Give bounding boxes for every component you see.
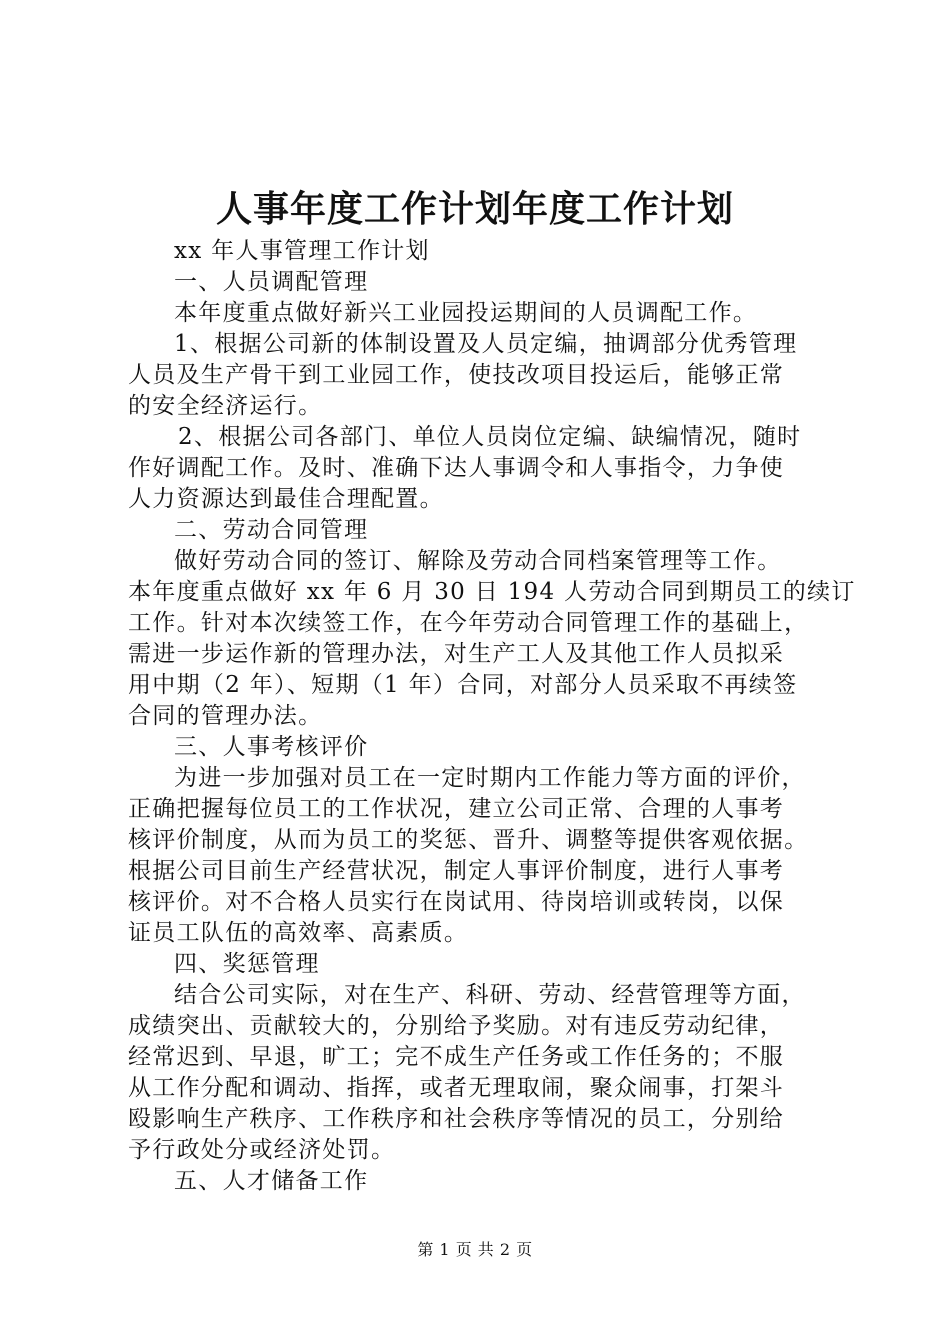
paragraph-line: 核评价。对不合格人员实行在岗试用、待岗培训或转岗，以保 <box>128 889 785 915</box>
paragraph-line: 1、根据公司新的体制设置及人员定编，抽调部分优秀管理 <box>174 331 798 357</box>
paragraph-line: 作好调配工作。及时、准确下达人事调令和人事指令，力争使 <box>128 455 785 481</box>
paragraph-line: 经常迟到、早退，旷工；完不成生产任务或工作任务的；不服 <box>128 1044 785 1070</box>
paragraph-line: 殴影响生产秩序、工作秩序和社会秩序等情况的员工，分别给 <box>128 1106 785 1132</box>
section-heading-1: 一、人员调配管理 <box>174 269 369 295</box>
page-number: 第 1 页 <box>417 1240 473 1259</box>
paragraph-line: 根据公司目前生产经营状况，制定人事评价制度，进行人事考 <box>128 858 785 884</box>
paragraph-line: 正确把握每位员工的工作状况，建立公司正常、合理的人事考 <box>128 796 785 822</box>
paragraph-line: 工作。针对本次续签工作，在今年劳动合同管理工作的基础上， <box>128 610 809 636</box>
paragraph-line: 人员及生产骨干到工业园工作，使技改项目投运后，能够正常 <box>128 362 785 388</box>
document-body <box>128 236 856 1197</box>
section-heading-3: 三、人事考核评价 <box>174 734 369 760</box>
page-total: 共 2 页 <box>477 1240 533 1259</box>
paragraph-line: 成绩突出、贡献较大的，分别给予奖励。对有违反劳动纪律， <box>128 1013 785 1039</box>
document-title: 人事年度工作计划年度工作计划 <box>215 188 734 230</box>
section-heading-4: 四、奖惩管理 <box>174 951 320 977</box>
section-heading-5: 五、人才储备工作 <box>174 1168 369 1194</box>
paragraph-line: 用中期（2 年）、短期（1 年）合同，对部分人员采取不再续签 <box>128 672 798 698</box>
paragraph-line: 结合公司实际，对在生产、科研、劳动、经营管理等方面， <box>174 982 806 1008</box>
section-heading-2: 二、劳动合同管理 <box>174 517 369 543</box>
paragraph-line: 证员工队伍的高效率、高素质。 <box>128 920 469 946</box>
paragraph-line: 予行政处分或经济处罚。 <box>128 1137 396 1163</box>
paragraph-line: 本年度重点做好新兴工业园投运期间的人员调配工作。 <box>174 300 758 326</box>
paragraph-line: 本年度重点做好 xx 年 6 月 30 日 194 人劳动合同到期员工的续订 <box>128 579 856 605</box>
paragraph-line: 的安全经济运行。 <box>128 393 323 419</box>
paragraph-line: 2、根据公司各部门、单位人员岗位定编、缺编情况，随时 <box>178 424 802 450</box>
page-footer <box>0 1239 950 1261</box>
paragraph-line: 需进一步运作新的管理办法，对生产工人及其他工作人员拟采 <box>128 641 785 667</box>
plan-heading: xx 年人事管理工作计划 <box>174 238 430 264</box>
paragraph-line: 核评价制度，从而为员工的奖惩、晋升、调整等提供客观依据。 <box>128 827 809 853</box>
paragraph-line: 为进一步加强对员工在一定时期内工作能力等方面的评价， <box>174 765 806 791</box>
paragraph-line: 从工作分配和调动、指挥，或者无理取闹，聚众闹事，打架斗 <box>128 1075 785 1101</box>
paragraph-line: 做好劳动合同的签订、解除及劳动合同档案管理等工作。 <box>174 548 782 574</box>
paragraph-line: 合同的管理办法。 <box>128 703 323 729</box>
paragraph-line: 人力资源达到最佳合理配置。 <box>128 486 444 512</box>
